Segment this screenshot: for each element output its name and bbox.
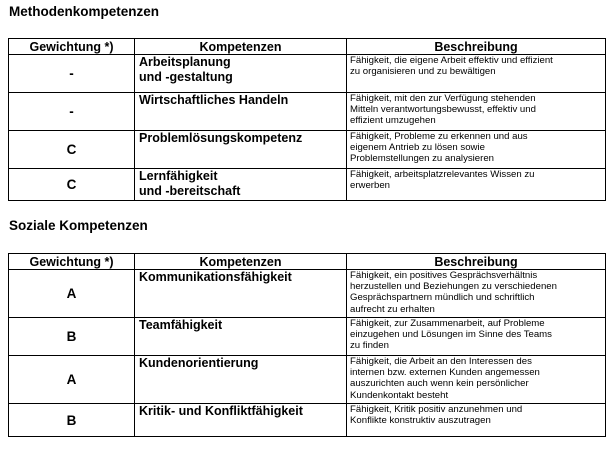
header-beschreibung: Beschreibung (347, 39, 606, 55)
beschreibung-line: Fähigkeit, Kritik positiv anzunehmen und (350, 404, 523, 415)
beschreibung-line: aufrecht zu erhalten (350, 303, 435, 315)
beschreibung-line: einzugehen und Lösungen im Sinne des Teams (350, 329, 552, 341)
table-row (9, 55, 606, 93)
beschreibung-line: Fähigkeit, die eigene Arbeit effektiv und effizient (350, 55, 553, 66)
beschreibung-line: Fähigkeit, Probleme zu erkennen und aus (350, 131, 528, 142)
header-beschreibung: Beschreibung (347, 254, 606, 270)
kompetenz-cell (135, 131, 347, 169)
gewichtung-cell: A (9, 356, 135, 404)
table-row (9, 93, 606, 131)
beschreibung-line: internen bzw. externen Kunden angemessen (350, 367, 540, 379)
gewichtung-cell: C (9, 131, 135, 169)
beschreibung-line: eigenem Antrieb zu lösen sowie (350, 142, 485, 154)
kompetenz-line: Kundenorientierung (139, 356, 259, 370)
gewichtung-cell: B (9, 404, 135, 437)
methodenkompetenzen-table (8, 38, 606, 201)
table-row (9, 356, 606, 404)
kompetenz-cell (135, 169, 347, 201)
beschreibung-line: herzustellen und Beziehungen zu verschiedenen (350, 281, 557, 293)
section-title-soziale-kompetenzen: Soziale Kompetenzen (9, 218, 148, 233)
beschreibung-cell (347, 270, 606, 318)
beschreibung-cell (347, 169, 606, 201)
beschreibung-line: auszurichten auch wenn kein persönlicher (350, 378, 529, 390)
kompetenz-line: Kommunikationsfähigkeit (139, 270, 292, 284)
kompetenz-line: und -gestaltung (139, 70, 233, 84)
beschreibung-line: erwerben (350, 180, 390, 192)
beschreibung-cell (347, 356, 606, 404)
beschreibung-line: Fähigkeit, mit den zur Verfügung stehenden (350, 93, 536, 104)
table-row (9, 318, 606, 356)
header-kompetenzen: Kompetenzen (135, 39, 347, 55)
gewichtung-cell: - (9, 93, 135, 131)
beschreibung-line: Kundenkontakt besteht (350, 389, 449, 401)
beschreibung-line: Fähigkeit, die Arbeit an den Interessen des (350, 356, 532, 367)
header-gewichtung: Gewichtung *) (9, 254, 135, 270)
section-title-methodenkompetenzen: Methodenkompetenzen (9, 4, 160, 19)
beschreibung-cell (347, 318, 606, 356)
header-kompetenzen: Kompetenzen (135, 254, 347, 270)
header-gewichtung: Gewichtung *) (9, 39, 135, 55)
soziale-kompetenzen-table (8, 253, 606, 437)
beschreibung-cell (347, 404, 606, 437)
gewichtung-cell: C (9, 169, 135, 201)
table-row (9, 270, 606, 318)
kompetenz-line: Kritik- und Konfliktfähigkeit (139, 404, 303, 418)
table-header-row (9, 39, 606, 55)
beschreibung-cell (347, 131, 606, 169)
table-row (9, 404, 606, 437)
kompetenz-line: Teamfähigkeit (139, 318, 223, 332)
beschreibung-line: Fähigkeit, zur Zusammenarbeit, auf Probleme (350, 318, 545, 329)
kompetenz-cell (135, 318, 347, 356)
beschreibung-line: zu finden (350, 340, 389, 352)
kompetenz-cell (135, 404, 347, 437)
gewichtung-cell: B (9, 318, 135, 356)
gewichtung-cell: - (9, 55, 135, 93)
beschreibung-line: Problemstellungen zu analysieren (350, 153, 494, 165)
kompetenz-line: Arbeitsplanung (139, 55, 231, 69)
beschreibung-line: zu organisieren und zu bewältigen (350, 66, 496, 78)
kompetenz-cell (135, 270, 347, 318)
beschreibung-line: effizient umzugehen (350, 115, 436, 127)
table-header-row (9, 254, 606, 270)
table-row (9, 169, 606, 201)
kompetenz-line: Problemlösungskompetenz (139, 131, 303, 145)
beschreibung-line: Gesprächspartnern mündlich und schriftlich (350, 292, 535, 304)
beschreibung-cell (347, 93, 606, 131)
beschreibung-line: Fähigkeit, ein positives Gesprächsverhältnis (350, 270, 538, 281)
beschreibung-line: Konflikte konstruktiv auszutragen (350, 415, 491, 427)
beschreibung-line: Fähigkeit, arbeitsplatzrelevantes Wissen zu (350, 169, 535, 180)
kompetenz-line: und -bereitschaft (139, 184, 241, 198)
kompetenz-line: Wirtschaftliches Handeln (139, 93, 289, 107)
kompetenz-cell (135, 356, 347, 404)
table-row (9, 131, 606, 169)
kompetenz-cell (135, 55, 347, 93)
kompetenz-line: Lernfähigkeit (139, 169, 218, 183)
kompetenz-cell (135, 93, 347, 131)
gewichtung-cell: A (9, 270, 135, 318)
beschreibung-line: Mitteln verantwortungsbewusst, effektiv und (350, 104, 536, 116)
beschreibung-cell (347, 55, 606, 93)
